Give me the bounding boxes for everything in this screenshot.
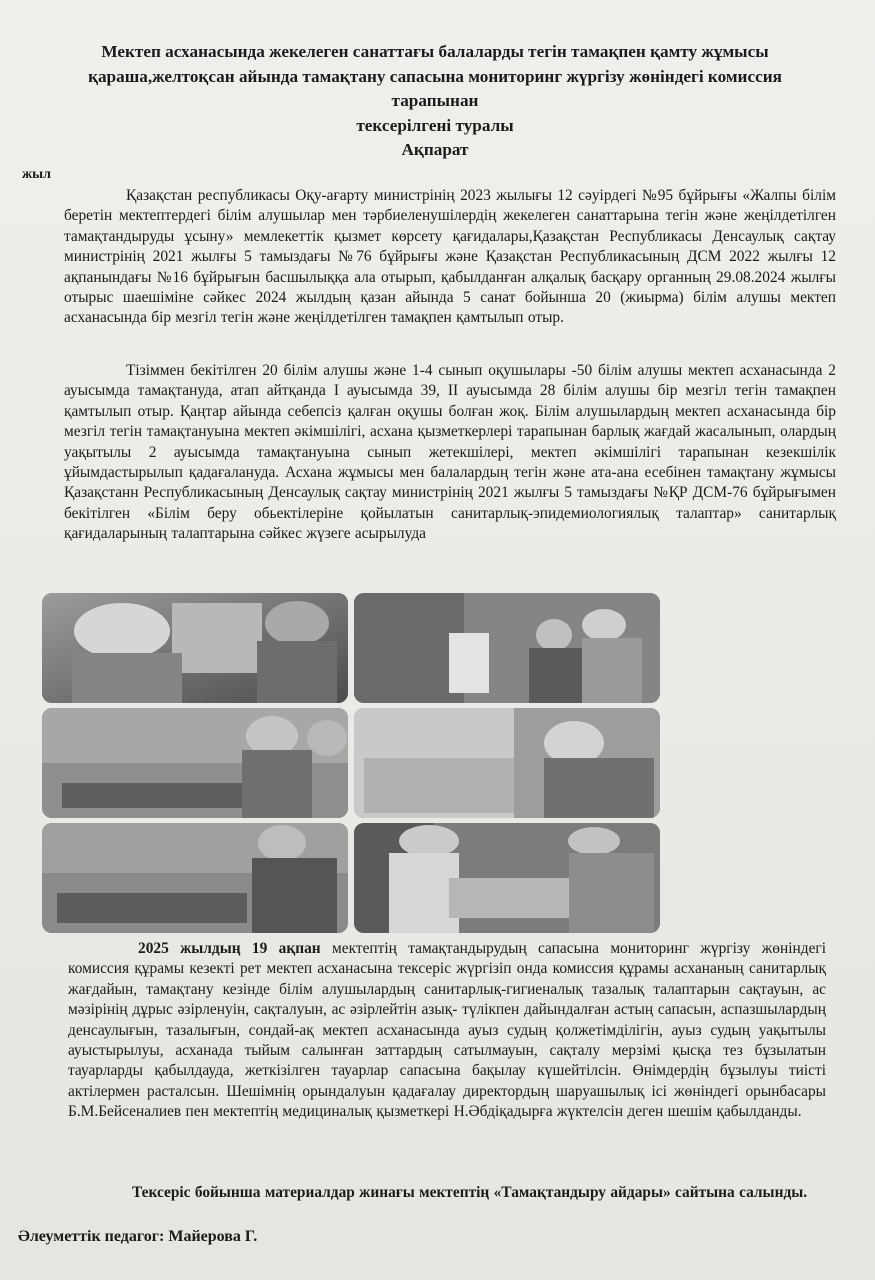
title-line-1: Мектеп асханасында жекелеген санаттағы балаларды тегін тамақпен қамту жұмысы <box>101 42 769 61</box>
photo-kitchen-inspection-1 <box>42 593 348 703</box>
paragraph-3-date: 2025 жылдың 19 ақпан <box>138 940 321 957</box>
paragraph-2-text: Тізіммен бекітілген 20 білім алушы және 1-4 сынып оқушылары -50 білім алушы мектеп асханасында 2 ауысымда тамақтануда, атап айтқанда I ауысымда 39, II ауысымда 28 білім алушы бір мезгіл тегін тамақпен қамтылып отыр. Қаңтар айында себепсіз қалған оқушы болған жоқ. Білім алушылардың мектеп асханасында бір мезгіл тегін тамақтануына мектеп әкімшілігі, асхана қызметкерлері тарапынан барлық жағдай жасалынып, олардың уақытылы 2 ауысымда тамақтануына сынып жетекшілері, мектеп әкімшілігі тарапынан кезекшілік ұйымдастырылып қадағалануда. Асхана жұмысы мен балалардың тегін және ата-ана есебінен тамақтану жұмысы Қазақстанн Республикасының Денсаулық сақтау министрінің 2021 жылғы 5 тамыздағы №ҚР ДСМ-76 бұйрығымен бекітілген «Білім беру обьектілеріне қойылатын санитарлық-эпидемиологиялық талаптар» санитарлық қағидаларының талаптарына сәйкес жүзеге асырылуда <box>64 362 836 543</box>
photo-kitchen-inspection-2 <box>354 593 660 703</box>
paragraph-1-text: Қазақстан республикасы Оқу-ағарту министрінің 2023 жылығы 12 сәуірдегі №95 бұйрығы «Жалпы білім беретін мектептердегі білім алушылар мен тәрбиеленушілердің жекелеген санаттарына тегін және жеңілдетілген тамақтандыруды ұсыну» мемлекеттік қызмет көрсету қағидалары,Қазақстан Республикасы Денсаулық сақтау министрінің 2021 жылғы 5 тамыздағы №76 бұйрығы және Қазақстан Республикасының ДСМ 2022 жылғы 12 ақпанындағы №16 бұйрығын басшылыққа ала отырып, қабылданған алқалық басқару органның 29.08.2024 жылғы отырыс шаешіміне сәйкес 2024 жылдың қазан айында 5 санат бойынша 20 (жиырма) білім алушы мектеп асханасында бір мезгіл тегін және жеңілдетілген тамақпен қамтылып отыр. <box>64 187 836 327</box>
title-line-5: Ақпарат <box>401 140 469 159</box>
paragraph-3-text: мектептің тамақтандырудың сапасына мониторинг жүргізу жөніндегі комиссия құрамы кезекті рет мектеп асханасына тексеріс жүргізіп онда комиссия құрамы асхананың санитарлық жағдайын, тамақтану кезінде білім алушылардың санитарлық-гигиеналық тазалық талаптарын сақтауын, ас мәзірінің дұрыс әзірленуін, сақталуын, ас әзірлейтін азық- түлікпен дайындалған астың сапасын, аспазшылардың денсаулығын, тазалығын, сондай-ақ мектеп асханасында ауыз судың қолжетімділігін, ауыз судың уақытылы ауыстырылуы, асханада тыйым салынған заттардың сатылмауын, сақталу мерзімі қысқа тез бұзылатын тауарларды қабылдауда, жеткізілген тауарлар сапасына бақылау күшейтілсін. Өнімдердің бұзылуы тиісті актілермен расталсын. Шешімнің орындалуын қадағалау директордың шаруашылық ісі жөніндегі орынбасары Б.М.Бейсеналиев пен мектептің медициналық қызметкері Н.Әбдіқадырға жүктелсін деген шешім қабылданды. <box>68 940 826 1121</box>
signature-line: Әлеуметтік педагог: Майерова Г. <box>18 1228 258 1245</box>
photo-kitchen-inspection-6 <box>354 823 660 933</box>
paragraph-4-text: Тексеріс бойынша материалдар жинағы мектептің «Тамақтандыру айдары» сайтына салынды. <box>132 1184 808 1201</box>
paragraph-2 <box>64 361 836 545</box>
title-line-4: тексерілгені туралы <box>356 115 514 135</box>
title-line-3: тарапынан <box>391 91 479 110</box>
paragraph-1 <box>64 186 836 329</box>
paragraph-4 <box>70 1183 832 1203</box>
photo-kitchen-inspection-4 <box>354 708 660 818</box>
year-label: жыл <box>22 167 51 182</box>
photo-kitchen-inspection-3 <box>42 708 348 818</box>
photo-collage <box>42 593 660 937</box>
paragraph-3 <box>68 939 826 1123</box>
photo-kitchen-inspection-5 <box>42 823 348 933</box>
title-line-2: қараша,желтоқсан айында тамақтану сапасына мониторинг жүргізу жөніндегі комиссия <box>88 66 782 86</box>
document-title <box>20 40 850 163</box>
